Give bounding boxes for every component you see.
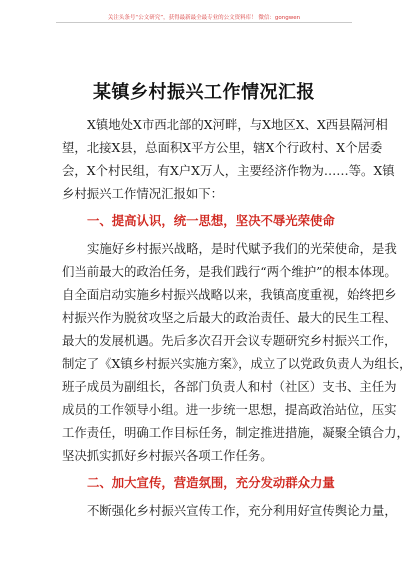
intro-paragraph [62, 113, 395, 205]
header-promo-text: 关注头条号“公文研究”，获得最新最全最专业的公文资料库！ 微信：gongwen [107, 15, 301, 21]
section-1-line: 最大的发展机遇。先后多次召开会议专题研究乡村振兴工作， [62, 333, 397, 348]
section-1-line: 实施好乡村振兴战略，是时代赋予我们的光荣使命，是我 [87, 241, 397, 256]
intro-line: X镇地处X市西北部的X河畔，与X地区X、X西县隔河相 [87, 117, 388, 132]
section-2-line: 不断强化乡村振兴宣传工作，充分利用好宣传舆论力量， [87, 503, 397, 518]
section-2-paragraph [62, 499, 397, 522]
section-1-line: 村振兴作为脱贫攻坚之后最大的政治责任、最大的民生工程、 [62, 310, 397, 325]
section-1-line: 制定了《X镇乡村振兴实施方案》，成立了以党政负责人为组长， [62, 356, 412, 371]
section-1-line: 班子成员为副组长，各部门负责人和村（社区）支书、主任为 [62, 379, 397, 394]
section-1-line: 坚决抓实抓好乡村振兴各项工作任务。 [62, 448, 273, 463]
intro-line: 望，北接X县，总面积X平方公里，辖X个行政村、X个居委 [62, 140, 383, 155]
section-1-paragraph [62, 237, 412, 467]
document-body [62, 113, 412, 522]
section-1-line: 自全面启动实施乡村振兴战略以来，我镇高度重视，始终把乡 [62, 287, 397, 302]
intro-line: 乡村振兴工作情况汇报如下： [62, 186, 224, 201]
document-title: 某镇乡村振兴工作情况汇报 [93, 82, 315, 103]
header-divider [56, 22, 352, 23]
section-1-line: 工作责任，明确工作目标任务，制定推进措施，凝聚全镇合力， [62, 425, 409, 440]
intro-line: 会，X个村民组，有X户X万人，主要经济作物为……等。X镇 [62, 163, 395, 178]
section-1-line: 们当前最大的政治任务，是我们践行“两个维护”的根本体现。 [62, 264, 397, 279]
section-1-heading: 一、提高认识，统一思想，坚决不辱光荣使命 [87, 213, 335, 228]
section-2-heading: 二、加大宣传，营造氛围，充分发动群众力量 [87, 475, 335, 490]
section-1-line: 成员的工作领导小组。进一步统一思想，提高政治站位，压实 [62, 402, 397, 417]
